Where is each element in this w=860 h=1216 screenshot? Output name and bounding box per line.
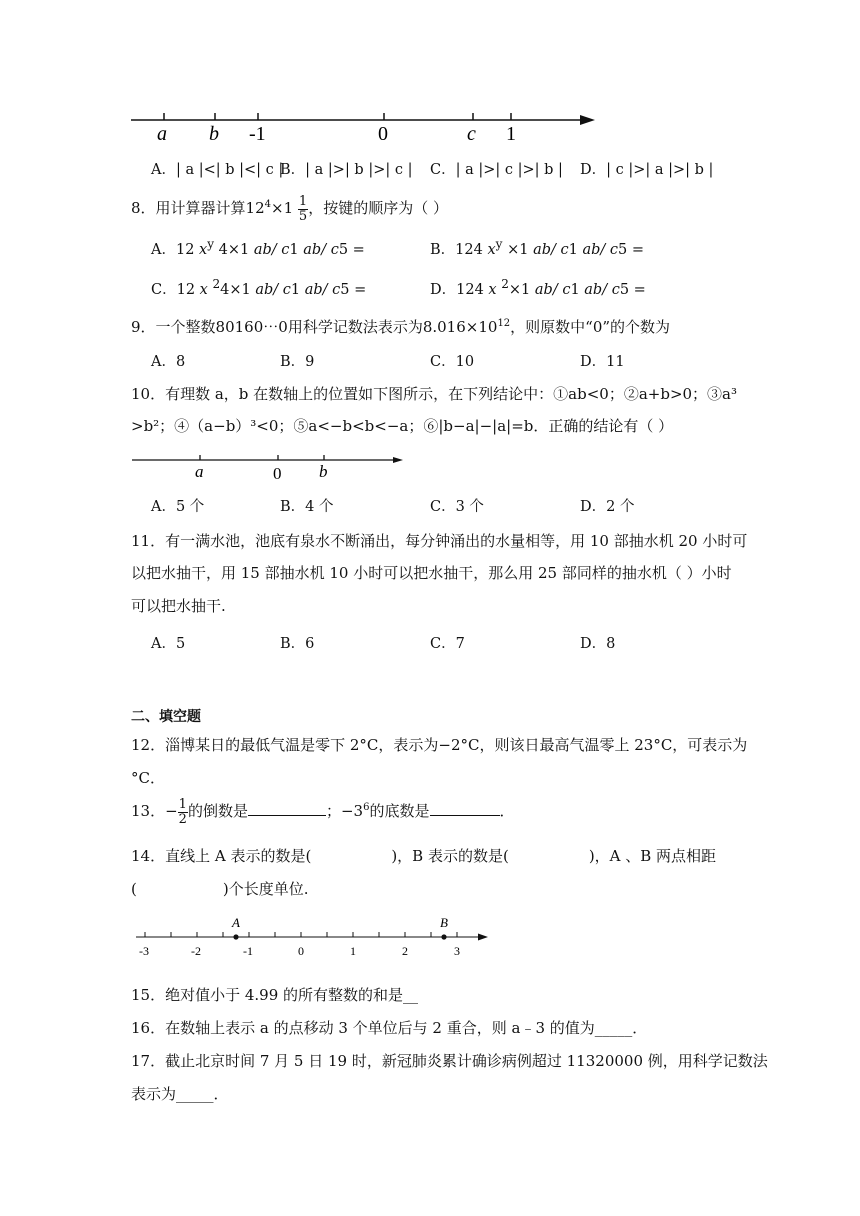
q9-stem-mid: 用科学记数法表示为 bbox=[287, 318, 423, 336]
q13-text2: 的底数是 bbox=[369, 802, 430, 821]
number-line-q14 bbox=[132, 912, 497, 962]
q9-option-a: A．8 bbox=[151, 354, 186, 370]
q14-line1 bbox=[131, 845, 716, 866]
nl2-label-0: 0 bbox=[273, 464, 282, 483]
q8-option-c: C．12 x $^2$4×1 ab/ c1 ab/ c5 = bbox=[151, 277, 367, 298]
q9-stem-post: ，则原数中“0”的个数为 bbox=[510, 318, 671, 336]
nl3-tick--2: -2 bbox=[191, 944, 201, 958]
nl2-label-b: b bbox=[319, 462, 328, 481]
q15: 15．绝对值小于 4.99 的所有整数的和是__ bbox=[131, 986, 419, 1004]
q8-fraction: $\frac{1}{5}$ bbox=[298, 194, 308, 224]
nl3-tick--3: -3 bbox=[139, 944, 149, 958]
nl2-label-a: a bbox=[195, 462, 204, 481]
q10-line1: 10．有理数 a，b 在数轴上的位置如下图所示，在下列结论中：①ab<0；②a+b>0；③a³ bbox=[131, 385, 738, 403]
number-line-q7 bbox=[125, 100, 605, 150]
q13-end: ． bbox=[499, 802, 515, 821]
q11-option-c: C．7 bbox=[430, 636, 465, 652]
nl1-label-c: c bbox=[467, 123, 476, 145]
q10-option-d: D．2 个 bbox=[580, 499, 635, 515]
q11-option-b: B．6 bbox=[280, 636, 315, 652]
q7-option-b: B．| a |>| b |>| c | bbox=[280, 162, 413, 178]
q9-option-c: C．10 bbox=[430, 354, 475, 370]
nl1-label-0: 0 bbox=[378, 123, 388, 145]
q9-number: 80160⋯0 bbox=[215, 318, 288, 336]
q7-option-c: C．| a |>| c |>| b | bbox=[430, 162, 563, 178]
q10-option-a: A．5 个 bbox=[151, 499, 205, 515]
q11-line1: 11．有一满水池，池底有泉水不断涌出，每分钟涌出的水量相等，用 10 部抽水机 20 小时可 bbox=[131, 532, 748, 550]
q13-stem bbox=[131, 798, 515, 826]
q14-line2b: )个长度单位. bbox=[222, 880, 309, 898]
number-line-q10 bbox=[128, 448, 408, 484]
q9-option-b: B．9 bbox=[280, 354, 315, 370]
q7-option-a: A．| a |<| b |<| c | bbox=[151, 162, 284, 178]
nl3-tick-3: 3 bbox=[454, 944, 460, 958]
q13-text1: 的倒数是 bbox=[187, 802, 248, 821]
q8-times: ×1 bbox=[271, 199, 294, 218]
q8-option-a: A．12 $x^y$ 4×1 ab/ c1 ab/ c5 = bbox=[151, 237, 365, 258]
section-title-fill-in: 二、填空题 bbox=[131, 709, 201, 725]
q8-option-d: D．124 x $^2$×1 ab/ c1 ab/ c5 = bbox=[430, 277, 646, 298]
q8-stem-post: ，按键的顺序为（ ） bbox=[308, 199, 448, 218]
q14-line1b: )，B 表示的数是( bbox=[391, 847, 509, 865]
q11-line2: 以把水抽干，用 15 部抽水机 10 小时可以把水抽干，那么用 25 部同样的抽水机（ ）小时 bbox=[131, 564, 732, 582]
q8-stem bbox=[131, 195, 448, 223]
q9-stem-pre: 9．一个整数 bbox=[131, 318, 216, 336]
nl3-label-A: A bbox=[232, 915, 240, 930]
nl1-label-1: 1 bbox=[506, 123, 516, 145]
q8-exp: 4 bbox=[264, 199, 272, 211]
q8-option-b: B．124 $x^y \times 1$ ab/ c1 ab/ c5 = bbox=[430, 237, 644, 258]
q14-line1c: )，A 、B 两点相距 bbox=[588, 847, 717, 865]
q10-line2: >b²；④（a−b）³<0；⑤a<−b<b<−a；⑥|b−a|−|a|=b．正确的结论有（ ） bbox=[131, 417, 674, 435]
nl1-label-b: b bbox=[209, 123, 219, 145]
q13-exp: 6 bbox=[363, 802, 370, 814]
point-b bbox=[441, 934, 446, 939]
q11-option-d: D．8 bbox=[580, 636, 616, 652]
nl3-tick-2: 2 bbox=[402, 944, 408, 958]
q13-num: 13． bbox=[131, 802, 166, 821]
q14-line1a: 14．直线上 A 表示的数是( bbox=[131, 847, 312, 865]
q11-line3: 可以把水抽干. bbox=[131, 597, 226, 615]
q11-option-a: A．5 bbox=[151, 636, 186, 652]
q7-option-d: D．| c |>| a |>| b | bbox=[580, 162, 714, 178]
q14-line2a: ( bbox=[131, 880, 137, 898]
q9-stem bbox=[131, 316, 670, 337]
nl3-tick-1: 1 bbox=[350, 944, 356, 958]
q17-line1: 17．截止北京时间 7 月 5 日 19 时，新冠肺炎累计确诊病例超过 11320000 例，用科学记数法 bbox=[131, 1052, 768, 1070]
nl1-label-a: a bbox=[157, 123, 167, 145]
q13-blank-1[interactable] bbox=[248, 800, 326, 816]
q10-option-c: C．3 个 bbox=[430, 499, 484, 515]
nl3-tick-0: 0 bbox=[298, 944, 304, 958]
q9-sci-exp: 12 bbox=[497, 318, 511, 329]
q9-option-d: D．11 bbox=[580, 354, 625, 370]
q8-stem-pre: 8．用计算器计算 bbox=[131, 199, 246, 218]
point-a bbox=[233, 934, 238, 939]
nl1-label-m1: -1 bbox=[249, 123, 266, 145]
nl3-tick--1: -1 bbox=[243, 944, 253, 958]
q8-base: 12 bbox=[245, 199, 265, 218]
q13-sep: ； bbox=[325, 802, 341, 821]
q9-sci-base: 8.016×10 bbox=[422, 318, 498, 336]
q14-line2 bbox=[131, 878, 308, 899]
q13-base: −3 bbox=[340, 802, 364, 821]
q12-line1: 12．淄博某日的最低气温是零下 2°C，表示为−2°C，则该日最高气温零上 23°C，可表示为 bbox=[131, 736, 748, 754]
nl3-label-B: B bbox=[440, 915, 448, 930]
q12-line2: °C． bbox=[131, 769, 165, 787]
q13-minus: − bbox=[165, 802, 178, 821]
q13-blank-2[interactable] bbox=[430, 800, 500, 816]
q17-line2: 表示为_____． bbox=[131, 1085, 229, 1103]
q13-fraction: $\frac{1}{2}$ bbox=[178, 797, 187, 827]
q10-option-b: B．4 个 bbox=[280, 499, 334, 515]
q16: 16．在数轴上表示 a 的点移动 3 个单位后与 2 重合，则 a﹣3 的值为_____． bbox=[131, 1019, 648, 1037]
